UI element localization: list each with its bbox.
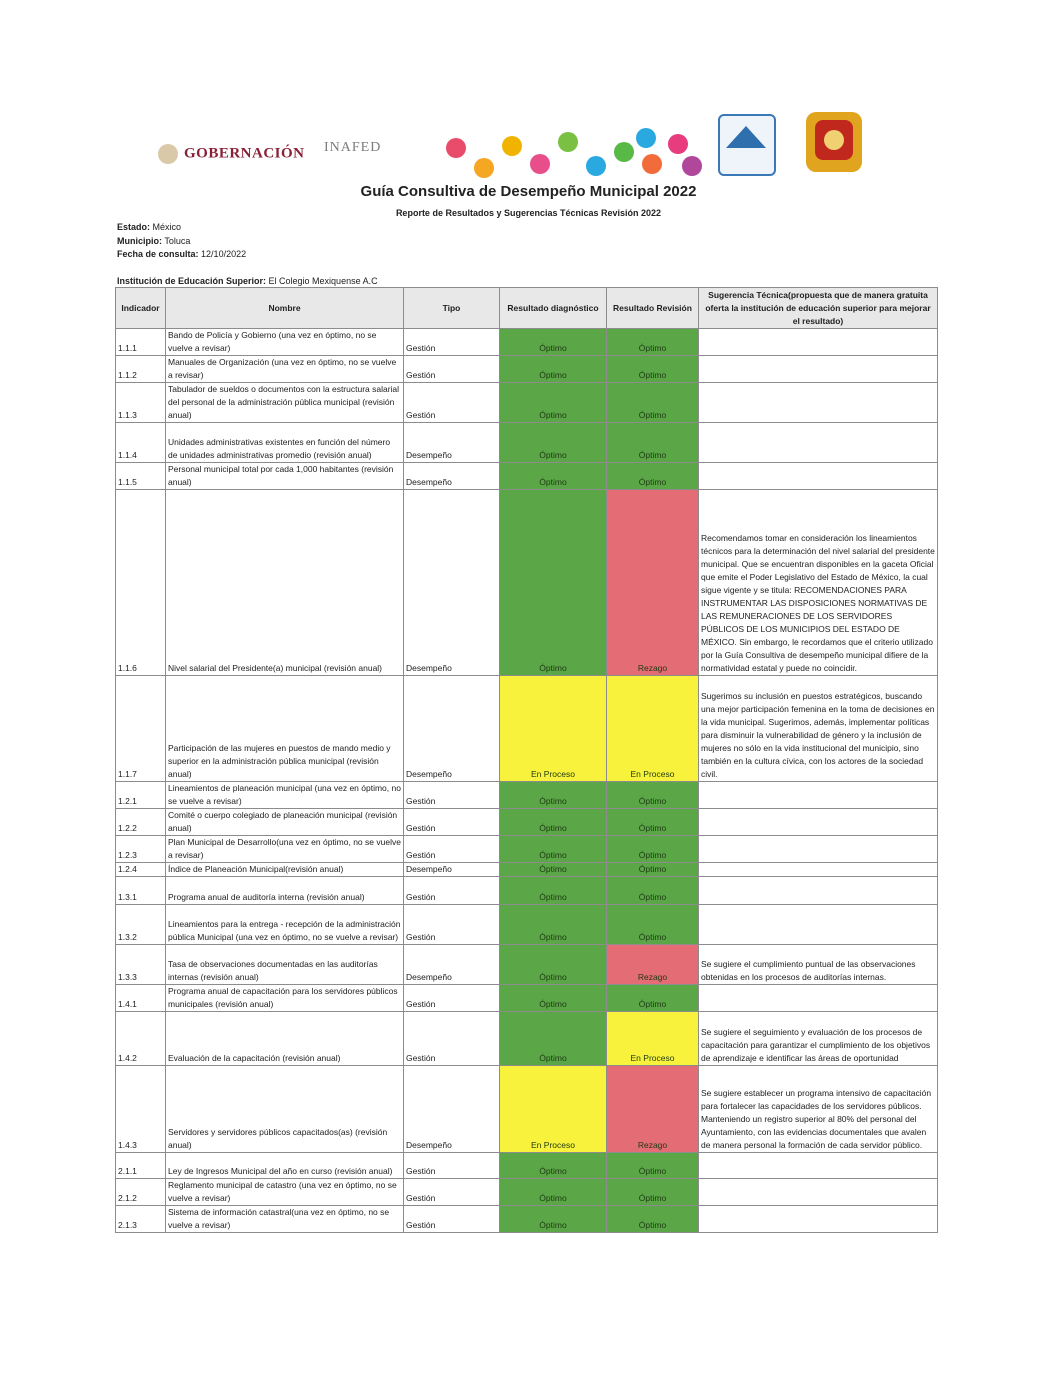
diagnostico-cell: Óptimo bbox=[500, 782, 607, 809]
indicador-cell: 1.3.3 bbox=[116, 945, 166, 985]
page-title: Guía Consultiva de Desempeño Municipal 2022 bbox=[360, 183, 697, 200]
revision-cell: Óptimo bbox=[607, 905, 699, 945]
inafed-dot-icon bbox=[474, 158, 494, 178]
table-row bbox=[116, 1153, 938, 1179]
gobernacion-text: GOBERNACIÓN bbox=[184, 145, 305, 162]
header-indicador: Indicador bbox=[116, 288, 166, 329]
header-revision: Resultado Revisión bbox=[607, 288, 699, 329]
inafed-dot-icon bbox=[614, 142, 634, 162]
sugerencia-cell bbox=[699, 329, 938, 356]
indicador-cell: 2.1.3 bbox=[116, 1206, 166, 1233]
nombre-cell: Tasa de observaciones documentadas en las auditorías internas (revisión anual) bbox=[166, 945, 404, 985]
seal-icon bbox=[158, 144, 178, 164]
inafed-dots-graphic bbox=[436, 124, 696, 184]
inafed-dot-icon bbox=[530, 154, 550, 174]
diagnostico-cell: Óptimo bbox=[500, 356, 607, 383]
sugerencia-cell: Se sugiere establecer un programa intensivo de capacitación para fortalecer las capacidades de los servidores públicos. Manteniendo un registro superior al 80% del personal del Ayuntamiento, con las evidencias documentales que avalen de manera personal la formación de cada servidor público. bbox=[699, 1066, 938, 1153]
nombre-cell: Programa anual de auditoría interna (revisión anual) bbox=[166, 877, 404, 905]
revision-cell: Óptimo bbox=[607, 329, 699, 356]
sugerencia-cell bbox=[699, 1179, 938, 1206]
nombre-cell: Ley de Ingresos Municipal del año en curso (revisión anual) bbox=[166, 1153, 404, 1179]
diagnostico-cell: En Proceso bbox=[500, 1066, 607, 1153]
table-row bbox=[116, 1206, 938, 1233]
tipo-cell: Gestión bbox=[404, 985, 500, 1012]
nombre-cell: Unidades administrativas existentes en función del número de unidades administrativas promedio (revisión anual) bbox=[166, 423, 404, 463]
revision-cell: Rezago bbox=[607, 1066, 699, 1153]
table-row bbox=[116, 782, 938, 809]
nombre-cell: Comité o cuerpo colegiado de planeación municipal (revisión anual) bbox=[166, 809, 404, 836]
inafed-text: INAFED bbox=[324, 140, 382, 155]
indicador-cell: 1.4.2 bbox=[116, 1012, 166, 1066]
meta-estado bbox=[117, 222, 181, 232]
tipo-cell: Gestión bbox=[404, 782, 500, 809]
nombre-cell: Nivel salarial del Presidente(a) municipal (revisión anual) bbox=[166, 490, 404, 676]
inafed-dot-icon bbox=[636, 128, 656, 148]
page-subtitle: Reporte de Resultados y Sugerencias Técnicas Revisión 2022 bbox=[395, 208, 662, 218]
fecha-label: Fecha de consulta: bbox=[117, 249, 199, 259]
indicador-cell: 2.1.2 bbox=[116, 1179, 166, 1206]
inafed-dot-icon bbox=[642, 154, 662, 174]
nombre-cell: Personal municipal total por cada 1,000 habitantes (revisión anual) bbox=[166, 463, 404, 490]
table-row bbox=[116, 809, 938, 836]
sugerencia-cell bbox=[699, 463, 938, 490]
indicador-cell: 1.1.7 bbox=[116, 676, 166, 782]
indicador-cell: 1.1.5 bbox=[116, 463, 166, 490]
sugerencia-cell bbox=[699, 383, 938, 423]
indicador-cell: 1.3.1 bbox=[116, 877, 166, 905]
tipo-cell: Gestión bbox=[404, 1179, 500, 1206]
nombre-cell: Tabulador de sueldos o documentos con la estructura salarial del personal de la administración pública municipal (revisión anual) bbox=[166, 383, 404, 423]
meta-fecha bbox=[117, 249, 246, 259]
indicador-cell: 1.2.2 bbox=[116, 809, 166, 836]
sugerencia-cell bbox=[699, 1206, 938, 1233]
indicador-cell: 1.3.2 bbox=[116, 905, 166, 945]
table-row bbox=[116, 985, 938, 1012]
meta-municipio bbox=[117, 236, 190, 246]
table-row bbox=[116, 905, 938, 945]
gobernacion-logo bbox=[158, 144, 305, 164]
tipo-cell: Desempeño bbox=[404, 676, 500, 782]
nombre-cell: Servidores y servidores públicos capacitados(as) (revisión anual) bbox=[166, 1066, 404, 1153]
indicador-cell: 1.4.1 bbox=[116, 985, 166, 1012]
sugerencia-cell bbox=[699, 863, 938, 877]
diagnostico-cell: Óptimo bbox=[500, 423, 607, 463]
indicador-cell: 1.1.6 bbox=[116, 490, 166, 676]
revision-cell: Rezago bbox=[607, 945, 699, 985]
municipio-label: Municipio: bbox=[117, 236, 162, 246]
table-row bbox=[116, 356, 938, 383]
tipo-cell: Gestión bbox=[404, 1206, 500, 1233]
shield-emblem-icon bbox=[824, 130, 844, 150]
colegio-mexiquense-logo bbox=[718, 114, 776, 176]
results-table bbox=[115, 287, 938, 1233]
diagnostico-cell: Óptimo bbox=[500, 1206, 607, 1233]
inafed-logo bbox=[324, 140, 381, 156]
table-row bbox=[116, 383, 938, 423]
table-row bbox=[116, 836, 938, 863]
header-logos bbox=[158, 110, 878, 180]
inafed-dot-icon bbox=[558, 132, 578, 152]
revision-cell: Óptimo bbox=[607, 877, 699, 905]
diagnostico-cell: Óptimo bbox=[500, 905, 607, 945]
tipo-cell: Desempeño bbox=[404, 423, 500, 463]
table-header-row bbox=[116, 288, 938, 329]
table-row bbox=[116, 1179, 938, 1206]
tipo-cell: Desempeño bbox=[404, 945, 500, 985]
revision-cell: En Proceso bbox=[607, 676, 699, 782]
revision-cell: Óptimo bbox=[607, 809, 699, 836]
table-row bbox=[116, 877, 938, 905]
institucion-label: Institución de Educación Superior: bbox=[117, 276, 267, 286]
diagnostico-cell: Óptimo bbox=[500, 463, 607, 490]
header-diagnostico: Resultado diagnóstico bbox=[500, 288, 607, 329]
table-row bbox=[116, 1066, 938, 1153]
table-row bbox=[116, 329, 938, 356]
tipo-cell: Gestión bbox=[404, 905, 500, 945]
nombre-cell: Sistema de información catastral(una vez en óptimo, no se vuelve a revisar) bbox=[166, 1206, 404, 1233]
estado-value: México bbox=[152, 222, 182, 232]
nombre-cell: Programa anual de capacitación para los servidores públicos municipales (revisión anual) bbox=[166, 985, 404, 1012]
indicador-cell: 1.1.2 bbox=[116, 356, 166, 383]
meta-institucion bbox=[117, 276, 378, 286]
table-row bbox=[116, 490, 938, 676]
indicador-cell: 1.2.3 bbox=[116, 836, 166, 863]
sugerencia-cell bbox=[699, 985, 938, 1012]
tipo-cell: Gestión bbox=[404, 809, 500, 836]
diagnostico-cell: Óptimo bbox=[500, 1012, 607, 1066]
tipo-cell: Desempeño bbox=[404, 1066, 500, 1153]
tipo-cell: Gestión bbox=[404, 836, 500, 863]
revision-cell: Óptimo bbox=[607, 463, 699, 490]
diagnostico-cell: En Proceso bbox=[500, 676, 607, 782]
nombre-cell: Manuales de Organización (una vez en óptimo, no se vuelve a revisar) bbox=[166, 356, 404, 383]
header-sugerencia: Sugerencia Técnica(propuesta que de manera gratuita oferta la institución de educación superior para mejorar el resultado) bbox=[699, 288, 938, 329]
tipo-cell: Gestión bbox=[404, 329, 500, 356]
revision-cell: Óptimo bbox=[607, 383, 699, 423]
tipo-cell: Desempeño bbox=[404, 463, 500, 490]
nombre-cell: Lineamientos para la entrega - recepción de la administración pública Municipal (una vez en óptimo, no se vuelve a revisar) bbox=[166, 905, 404, 945]
indicador-cell: 1.1.1 bbox=[116, 329, 166, 356]
diagnostico-cell: Óptimo bbox=[500, 1153, 607, 1179]
inafed-dot-icon bbox=[502, 136, 522, 156]
diagnostico-cell: Óptimo bbox=[500, 1179, 607, 1206]
table-row bbox=[116, 676, 938, 782]
table-row bbox=[116, 863, 938, 877]
nombre-cell: Reglamento municipal de catastro (una vez en óptimo, no se vuelve a revisar) bbox=[166, 1179, 404, 1206]
revision-cell: Óptimo bbox=[607, 423, 699, 463]
revision-cell: Óptimo bbox=[607, 356, 699, 383]
revision-cell: Rezago bbox=[607, 490, 699, 676]
nombre-cell: Evaluación de la capacitación (revisión anual) bbox=[166, 1012, 404, 1066]
indicador-cell: 1.2.1 bbox=[116, 782, 166, 809]
sugerencia-cell bbox=[699, 1153, 938, 1179]
institucion-value: El Colegio Mexiquense A.C bbox=[268, 276, 378, 286]
sugerencia-cell: Se sugiere el seguimiento y evaluación de los procesos de capacitación para garantizar el cumplimiento de los objetivos de aprendizaje e identificar las áreas de oportunidad bbox=[699, 1012, 938, 1066]
tipo-cell: Gestión bbox=[404, 383, 500, 423]
tipo-cell: Gestión bbox=[404, 1012, 500, 1066]
tipo-cell: Gestión bbox=[404, 1153, 500, 1179]
revision-cell: Óptimo bbox=[607, 863, 699, 877]
diagnostico-cell: Óptimo bbox=[500, 383, 607, 423]
indicador-cell: 1.4.3 bbox=[116, 1066, 166, 1153]
header-nombre: Nombre bbox=[166, 288, 404, 329]
sugerencia-cell bbox=[699, 809, 938, 836]
tipo-cell: Desempeño bbox=[404, 863, 500, 877]
sugerencia-cell bbox=[699, 423, 938, 463]
header-tipo: Tipo bbox=[404, 288, 500, 329]
table-row bbox=[116, 945, 938, 985]
indicador-cell: 1.2.4 bbox=[116, 863, 166, 877]
table-row bbox=[116, 463, 938, 490]
tipo-cell: Gestión bbox=[404, 356, 500, 383]
diagnostico-cell: Óptimo bbox=[500, 985, 607, 1012]
sugerencia-cell: Recomendamos tomar en consideración los lineamientos técnicos para la determinación del nivel salarial del presidente municipal. Que se encuentran disponibles en la gaceta Oficial que emite el Poder Legislativo del Estado de México, la cual sigue vigente y se titula: RECOMENDACIONES PARA INSTRUMENTAR LAS DISPOSICIONES NORMATIVAS DE LAS REMUNERACIONES DE LOS SERVIDORES PÚBLICOS DE LOS MUNICIPIOS DEL ESTADO DE MÉXICO. Sin embargo, le recordamos que el criterio utilizado por la Guía Consultiva de desempeño municipal difiere de la normatividad estatal y puede no coincidir. bbox=[699, 490, 938, 676]
municipio-value: Toluca bbox=[164, 236, 191, 246]
tipo-cell: Desempeño bbox=[404, 490, 500, 676]
sugerencia-cell bbox=[699, 836, 938, 863]
inafed-dot-icon bbox=[682, 156, 702, 176]
sugerencia-cell bbox=[699, 356, 938, 383]
table-row bbox=[116, 423, 938, 463]
indicador-cell: 2.1.1 bbox=[116, 1153, 166, 1179]
tipo-cell: Gestión bbox=[404, 877, 500, 905]
fecha-value: 12/10/2022 bbox=[201, 249, 247, 259]
revision-cell: Óptimo bbox=[607, 1179, 699, 1206]
edomex-shield-logo bbox=[806, 112, 862, 172]
sugerencia-cell bbox=[699, 905, 938, 945]
nombre-cell: Plan Municipal de Desarrollo(una vez en óptimo, no se vuelve a revisar) bbox=[166, 836, 404, 863]
indicador-cell: 1.1.4 bbox=[116, 423, 166, 463]
table-row bbox=[116, 1012, 938, 1066]
diagnostico-cell: Óptimo bbox=[500, 877, 607, 905]
mountain-icon bbox=[726, 126, 766, 148]
diagnostico-cell: Óptimo bbox=[500, 836, 607, 863]
sugerencia-cell: Se sugiere el cumplimiento puntual de las observaciones obtenidas en los procesos de auditorías internas. bbox=[699, 945, 938, 985]
diagnostico-cell: Óptimo bbox=[500, 863, 607, 877]
diagnostico-cell: Óptimo bbox=[500, 490, 607, 676]
table-body bbox=[116, 329, 938, 1233]
revision-cell: Óptimo bbox=[607, 836, 699, 863]
revision-cell: Óptimo bbox=[607, 985, 699, 1012]
nombre-cell: Índice de Planeación Municipal(revisión anual) bbox=[166, 863, 404, 877]
revision-cell: Óptimo bbox=[607, 782, 699, 809]
sugerencia-cell bbox=[699, 782, 938, 809]
sugerencia-cell: Sugerimos su inclusión en puestos estratégicos, buscando una mejor participación femenina en la toma de decisiones en la vida municipal. Sugerimos, además, implementar políticas para disminuir la vulnerabilidad de género y la inclusión de mujeres no sólo en la vida institucional del municipio, sino también en la cultura cívica, con los actores de la sociedad civil. bbox=[699, 676, 938, 782]
nombre-cell: Participación de las mujeres en puestos de mando medio y superior en la administración pública municipal (revisión anual) bbox=[166, 676, 404, 782]
nombre-cell: Bando de Policía y Gobierno (una vez en óptimo, no se vuelve a revisar) bbox=[166, 329, 404, 356]
inafed-dot-icon bbox=[446, 138, 466, 158]
revision-cell: En Proceso bbox=[607, 1012, 699, 1066]
inafed-dot-icon bbox=[668, 134, 688, 154]
estado-label: Estado: bbox=[117, 222, 151, 232]
inafed-dot-icon bbox=[586, 156, 606, 176]
sugerencia-cell bbox=[699, 877, 938, 905]
diagnostico-cell: Óptimo bbox=[500, 945, 607, 985]
revision-cell: Óptimo bbox=[607, 1153, 699, 1179]
indicador-cell: 1.1.3 bbox=[116, 383, 166, 423]
diagnostico-cell: Óptimo bbox=[500, 809, 607, 836]
revision-cell: Óptimo bbox=[607, 1206, 699, 1233]
diagnostico-cell: Óptimo bbox=[500, 329, 607, 356]
nombre-cell: Lineamientos de planeación municipal (una vez en óptimo, no se vuelve a revisar) bbox=[166, 782, 404, 809]
